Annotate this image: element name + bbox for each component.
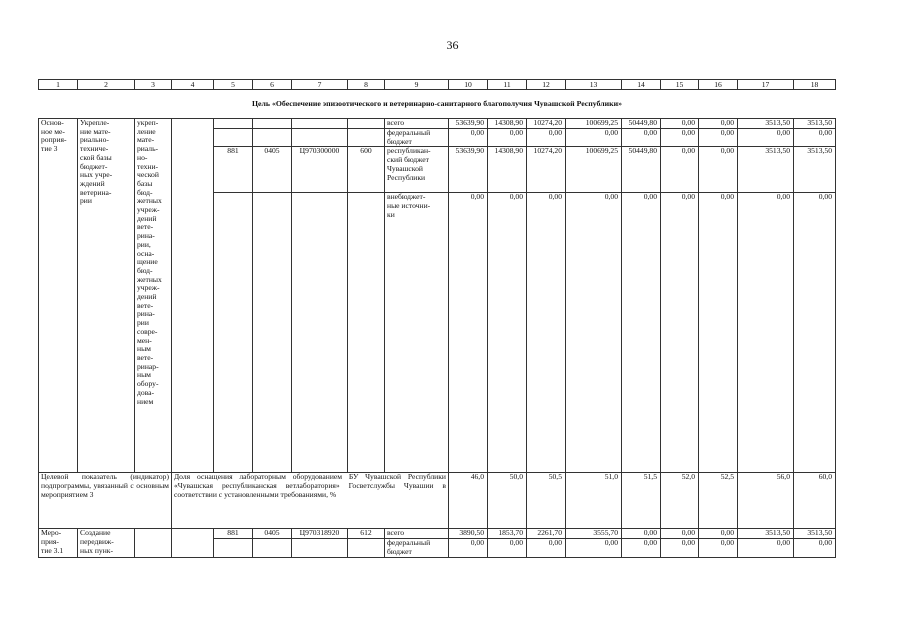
column-number: 12 xyxy=(527,80,566,90)
code-cell xyxy=(253,119,292,129)
amount-cell: 0,00 xyxy=(661,539,699,557)
amount-cell: 10274,20 xyxy=(527,119,566,129)
amount-cell: 0,00 xyxy=(449,539,488,557)
indicator-value: 50,0 xyxy=(488,473,527,529)
table-row xyxy=(39,529,836,539)
amount-cell: 14308,90 xyxy=(488,147,527,193)
code-cell xyxy=(292,193,348,473)
amount-cell: 0,00 xyxy=(566,193,622,473)
event-goal xyxy=(135,529,172,557)
event-status: Меро- прия- тие 3.1 xyxy=(39,529,78,557)
amount-cell: 3513,50 xyxy=(738,529,794,539)
event-goal: укреп- ление мате- риаль- но- техни- ческой базы бюд- жетных учреж- дений вете- рина- рии, осна- щение бюд- жетных учреж- дений вете- рина- рии совре- мен- ным вете- ринар- ным обору- дова- нием xyxy=(135,119,172,473)
amount-cell: 50449,80 xyxy=(622,119,661,129)
code-cell xyxy=(348,539,385,557)
amount-cell: 0,00 xyxy=(699,529,738,539)
amount-cell: 3513,50 xyxy=(738,119,794,129)
code-cell xyxy=(348,193,385,473)
column-number: 16 xyxy=(699,80,738,90)
amount-cell: 53639,90 xyxy=(449,147,488,193)
amount-cell: 0,00 xyxy=(527,193,566,473)
column-number: 14 xyxy=(622,80,661,90)
indicator-label: Целевой показатель (индикатор) подпрограммы, увязанный с основным мероприятием 3 xyxy=(39,473,172,529)
amount-cell: 0,00 xyxy=(699,539,738,557)
indicator-value: 51,5 xyxy=(622,473,661,529)
column-number: 9 xyxy=(385,80,449,90)
amount-cell: 0,00 xyxy=(794,129,836,147)
funding-source: внебюджет- ные источни- ки xyxy=(385,193,449,473)
amount-cell: 2261,70 xyxy=(527,529,566,539)
event-status: Основ- ное ме- роприя- тие 3 xyxy=(39,119,78,473)
code-cell xyxy=(253,539,292,557)
responsible-cell xyxy=(172,119,214,473)
code-cell xyxy=(292,119,348,129)
grbs-code: 881 xyxy=(214,529,253,539)
code-cell xyxy=(348,119,385,129)
amount-cell: 0,00 xyxy=(449,193,488,473)
amount-cell: 0,00 xyxy=(661,147,699,193)
amount-cell: 10274,20 xyxy=(527,147,566,193)
amount-cell: 3513,50 xyxy=(794,119,836,129)
funding-source: республикан- ский бюджет Чувашской Республики xyxy=(385,147,449,193)
column-number: 18 xyxy=(794,80,836,90)
amount-cell: 100699,25 xyxy=(566,147,622,193)
amount-cell: 0,00 xyxy=(622,193,661,473)
amount-cell: 0,00 xyxy=(661,119,699,129)
amount-cell: 1853,70 xyxy=(488,529,527,539)
vr-code: 600 xyxy=(348,147,385,193)
amount-cell: 0,00 xyxy=(488,129,527,147)
column-number: 13 xyxy=(566,80,622,90)
code-cell xyxy=(292,539,348,557)
amount-cell: 0,00 xyxy=(699,147,738,193)
amount-cell: 0,00 xyxy=(527,539,566,557)
program-table xyxy=(38,79,836,558)
indicator-row xyxy=(39,473,836,529)
code-cell xyxy=(253,193,292,473)
amount-cell: 0,00 xyxy=(622,539,661,557)
column-number: 5 xyxy=(214,80,253,90)
code-cell xyxy=(253,129,292,147)
column-number: 11 xyxy=(488,80,527,90)
column-number: 10 xyxy=(449,80,488,90)
column-number: 3 xyxy=(135,80,172,90)
code-cell xyxy=(292,129,348,147)
funding-source: всего xyxy=(385,119,449,129)
rzpr-code: 0405 xyxy=(253,529,292,539)
funding-source: федеральный бюджет xyxy=(385,129,449,147)
indicator-value: 56,0 xyxy=(738,473,794,529)
csr-code: Ц970318920 xyxy=(292,529,348,539)
amount-cell: 0,00 xyxy=(622,129,661,147)
amount-cell: 3513,50 xyxy=(738,147,794,193)
amount-cell: 0,00 xyxy=(738,129,794,147)
amount-cell: 0,00 xyxy=(488,539,527,557)
amount-cell: 0,00 xyxy=(449,129,488,147)
csr-code: Ц970300000 xyxy=(292,147,348,193)
code-cell xyxy=(214,129,253,147)
indicator-value: 51,0 xyxy=(566,473,622,529)
vr-code: 612 xyxy=(348,529,385,539)
indicator-value: 60,0 xyxy=(794,473,836,529)
code-cell xyxy=(214,539,253,557)
amount-cell: 0,00 xyxy=(661,193,699,473)
code-cell xyxy=(214,119,253,129)
page-number: 36 xyxy=(446,38,459,52)
amount-cell: 53639,90 xyxy=(449,119,488,129)
indicator-value: 52,5 xyxy=(699,473,738,529)
column-number: 15 xyxy=(661,80,699,90)
amount-cell: 0,00 xyxy=(566,129,622,147)
amount-cell: 50449,80 xyxy=(622,147,661,193)
column-number: 7 xyxy=(292,80,348,90)
amount-cell: 3890,50 xyxy=(449,529,488,539)
grbs-code: 881 xyxy=(214,147,253,193)
amount-cell: 3555,70 xyxy=(566,529,622,539)
event-name: Создание передвиж- ных пунк- xyxy=(78,529,135,557)
column-number: 17 xyxy=(738,80,794,90)
column-number: 1 xyxy=(39,80,78,90)
amount-cell: 0,00 xyxy=(488,193,527,473)
event-name: Укрепле- ние мате- риально- техниче- ской базы бюджет- ных учре- ждений ветерина- рии xyxy=(78,119,135,473)
amount-cell: 0,00 xyxy=(699,119,738,129)
responsible-cell xyxy=(172,529,214,557)
funding-source: федеральный бюджет xyxy=(385,539,449,557)
goal-title: Цель «Обеспечение эпизоотического и ветеринарно-санитарного благополучия Чувашской Республики» xyxy=(39,90,836,119)
column-number: 8 xyxy=(348,80,385,90)
column-number: 4 xyxy=(172,80,214,90)
indicator-value: 50,5 xyxy=(527,473,566,529)
indicator-value: 52,0 xyxy=(661,473,699,529)
amount-cell: 0,00 xyxy=(661,129,699,147)
amount-cell: 100699,25 xyxy=(566,119,622,129)
indicator-text: Доля оснащения лабораторным оборудованием БУ Чувашской Республики «Чувашская республиканская ветлаборатория» Госветслужбы Чувашии в соответствии с установленными требованиями, % xyxy=(172,473,449,529)
column-number: 2 xyxy=(78,80,135,90)
column-number: 6 xyxy=(253,80,292,90)
amount-cell: 14308,90 xyxy=(488,119,527,129)
amount-cell: 0,00 xyxy=(794,539,836,557)
amount-cell: 0,00 xyxy=(566,539,622,557)
amount-cell: 0,00 xyxy=(661,529,699,539)
column-number-row xyxy=(39,80,836,90)
amount-cell: 0,00 xyxy=(699,129,738,147)
goal-row xyxy=(39,90,836,119)
amount-cell: 0,00 xyxy=(738,193,794,473)
amount-cell: 0,00 xyxy=(699,193,738,473)
amount-cell: 0,00 xyxy=(738,539,794,557)
amount-cell: 3513,50 xyxy=(794,529,836,539)
code-cell xyxy=(214,193,253,473)
amount-cell: 0,00 xyxy=(622,529,661,539)
amount-cell: 0,00 xyxy=(794,193,836,473)
amount-cell: 0,00 xyxy=(527,129,566,147)
amount-cell: 3513,50 xyxy=(794,147,836,193)
code-cell xyxy=(348,129,385,147)
rzpr-code: 0405 xyxy=(253,147,292,193)
funding-source: всего xyxy=(385,529,449,539)
indicator-value: 46,0 xyxy=(449,473,488,529)
table-row xyxy=(39,119,836,129)
